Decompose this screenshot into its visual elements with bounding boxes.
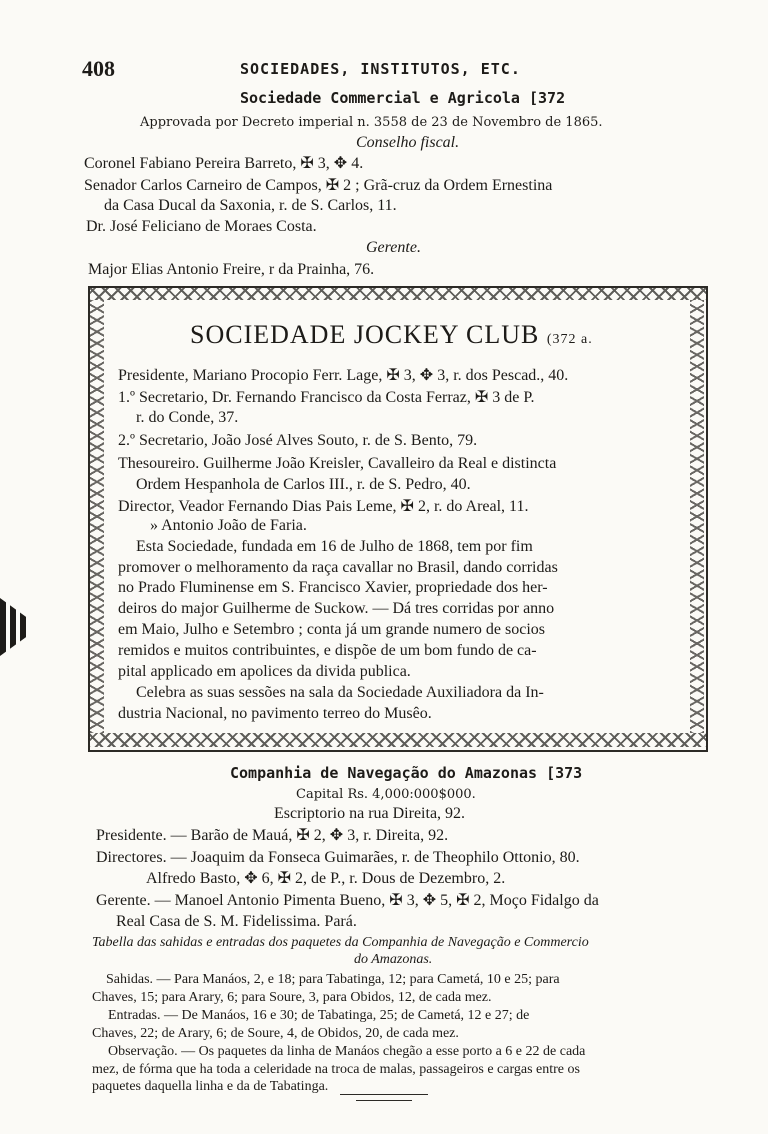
commercial-line: Senador Carlos Carneiro de Campos, ✠ 2 ; Grã-cruz da Ordem Ernestina — [84, 177, 553, 194]
amazonas-line: Presidente. — Barão de Mauá, ✠ 2, ✥ 3, r. Direita, 92. — [96, 827, 449, 844]
jockey-line: deiros do major Guilherme de Suckow. — Dá tres corridas por anno — [118, 600, 555, 617]
jockey-line: Director, Veador Fernando Dias Pais Leme, ✠ 2, r. do Areal, 11. — [118, 498, 529, 515]
jockey-line: Esta Sociedade, fundada em 16 de Julho de 1868, tem por fim — [136, 538, 533, 555]
commercial-line: da Casa Ducal da Saxonia, r. de S. Carlos, 11. — [104, 197, 397, 214]
commercial-approval: Approvada por Decreto imperial n. 3558 de 23 de Novembro de 1865. — [140, 115, 603, 130]
manager-heading: Gerente. — [366, 239, 421, 256]
table-note: Entradas. — De Manáos, 16 e 30; de Tabatinga, 25; de Cametá, 12 e 27; de — [108, 1008, 530, 1023]
table-note: mez, de fórma que ha toda a celeridade na troca de malas, passageiros e cargas entre os — [92, 1062, 580, 1077]
amazonas-office: Escriptorio na rua Direita, 92. — [274, 805, 466, 822]
table-note: paquetes daquella linha e da de Tabatinga. — [92, 1079, 329, 1094]
table-title-cont: do Amazonas. — [354, 952, 433, 967]
frame-border-top — [88, 286, 708, 300]
jockey-line: em Maio, Julho e Setembro ; conta já um grande numero de socios — [118, 621, 546, 638]
table-note: Sahidas. — Para Manáos, 2, e 18; para Tabatinga, 12; para Cametá, 10 e 25; para — [106, 972, 560, 987]
frame-border-right — [690, 300, 704, 733]
frame-border-bottom — [88, 733, 708, 747]
jockey-line: Celebra as suas sessões na sala da Sociedade Auxiliadora da In- — [136, 684, 544, 701]
commercial-line: Coronel Fabiano Pereira Barreto, ✠ 3, ✥ 4. — [84, 155, 364, 172]
amazonas-title: Companhia de Navegação do Amazonas [373 — [230, 764, 583, 782]
jockey-line: remidos e muitos contribuintes, e dispõe de um bom fundo de ca- — [118, 642, 537, 659]
jockey-number: (372 a. — [546, 332, 593, 347]
jockey-line: pital applicado em apolices da divida publica. — [118, 663, 411, 680]
jockey-line: dustria Nacional, no pavimento terreo do Musêo. — [118, 705, 432, 722]
council-heading: Conselho fiscal. — [356, 134, 460, 151]
jockey-line: Thesoureiro. Guilherme João Kreisler, Cavalleiro da Real e distincta — [118, 455, 557, 472]
table-note: Chaves, 15; para Arary, 6; para Soure, 3, para Obidos, 12, de cada mez. — [92, 990, 492, 1005]
jockey-line: Ordem Hespanhola de Carlos III., r. de S. Pedro, 40. — [136, 476, 471, 493]
amazonas-line: Real Casa de S. M. Fidelissima. Pará. — [116, 913, 357, 930]
jockey-line: » Antonio João de Faria. — [150, 517, 307, 534]
jockey-line: 2.º Secretario, João José Alves Souto, r. de S. Bento, 79. — [118, 432, 478, 449]
jockey-line: no Prado Fluminense em S. Francisco Xavier, propriedade dos her- — [118, 579, 548, 596]
margin-fold-mark — [0, 598, 36, 656]
table-note: Observação. — Os paquetes da linha de Manáos chegão a esse porto a 6 e 22 de cada — [108, 1044, 586, 1059]
frame-border-left — [90, 300, 104, 733]
page-number: 408 — [82, 56, 115, 81]
commercial-manager: Major Elias Antonio Freire, r da Prainha, 76. — [88, 261, 375, 278]
commercial-title: Sociedade Commercial e Agricola [372 — [240, 89, 566, 107]
jockey-line: Presidente, Mariano Procopio Ferr. Lage, ✠ 3, ✥ 3, r. dos Pescad., 40. — [118, 367, 569, 384]
closing-rule-short — [356, 1100, 412, 1101]
jockey-line: r. do Conde, 37. — [136, 409, 239, 426]
jockey-line: promover o melhoramento da raça cavallar no Brasil, dando corridas — [118, 559, 558, 576]
closing-rule — [340, 1094, 428, 1095]
jockey-title — [190, 322, 593, 348]
table-note: Chaves, 22; de Arary, 6; de Soure, 4, de Obidos, 20, de cada mez. — [92, 1026, 459, 1041]
amazonas-line: Gerente. — Manoel Antonio Pimenta Bueno, ✠ 3, ✥ 5, ✠ 2, Moço Fidalgo da — [96, 892, 599, 909]
amazonas-line: Directores. — Joaquim da Fonseca Guimarães, r. de Theophilo Ottonio, 80. — [96, 849, 580, 866]
amazonas-line: Alfredo Basto, ✥ 6, ✠ 2, de P., r. Dous de Dezembro, 2. — [146, 870, 506, 887]
jockey-line: 1.º Secretario, Dr. Fernando Francisco da Costa Ferraz, ✠ 3 de P. — [118, 389, 535, 406]
table-title: Tabella das sahidas e entradas dos paquetes da Companhia de Navegação e Commercio — [92, 935, 589, 950]
jockey-title-text: SOCIEDADE JOCKEY CLUB — [190, 320, 540, 349]
running-title: SOCIEDADES, INSTITUTOS, ETC. — [240, 60, 521, 78]
commercial-line: Dr. José Feliciano de Moraes Costa. — [86, 218, 317, 235]
amazonas-capital: Capital Rs. 4,000:000$000. — [296, 787, 476, 802]
